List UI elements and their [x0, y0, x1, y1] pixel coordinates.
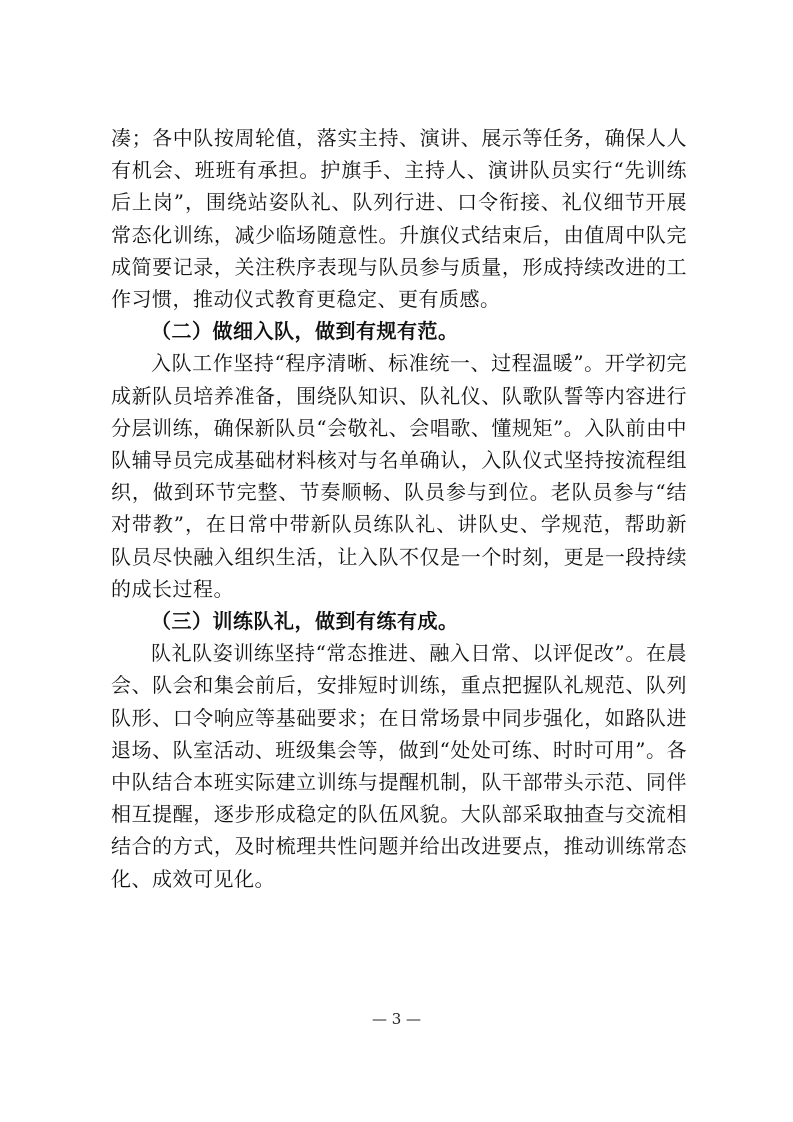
section-heading-3: （三）训练队礼，做到有练有成。 [151, 609, 459, 634]
body-text [111, 122, 687, 895]
paragraph-training: 队礼队姿训练坚持“常态推进、融入日常、以评促改”。在晨会、队会和集会前后，安排短时训练，重点把握队礼规范、队列队形、口令响应等基础要求；在日常场景中同步强化，如路队进退场、队室活动、班级集会等，做到“处处可练、时时可用”。各中队结合本班实际建立训练与提醒机制，队干部带头示范、同伴相互提醒，逐步形成稳定的队伍风貌。大队部采取抽查与交流相结合的方式，及时梳理共性问题并给出改进要点，推动训练常态化、成效可见化。 [111, 641, 687, 891]
paragraph-continuation: 凑；各中队按周轮值，落实主持、演讲、展示等任务，确保人人有机会、班班有承担。护旗手、主持人、演讲队员实行“先训练后上岗”，围绕站姿队礼、队列行进、口令衔接、礼仪细节开展常态化训练，减少临场随意性。升旗仪式结束后，由值周中队完成简要记录，关注秩序表现与队员参与质量，形成持续改进的工作习惯，推动仪式教育更稳定、更有质感。 [111, 126, 687, 312]
page-number: — 3 — [371, 1010, 422, 1028]
paragraph-induction: 入队工作坚持“程序清晰、标准统一、过程温暖”。开学初完成新队员培养准备，围绕队知识、队礼仪、队歌队誓等内容进行分层训练，确保新队员“会敬礼、会唱歌、懂规矩”。入队前由中队辅导员完成基础材料核对与名单确认，入队仪式坚持按流程组织，做到环节完整、节奏顺畅、队员参与到位。老队员参与“结对带教”，在日常中带新队员练队礼、讲队史、学规范，帮助新队员尽快融入组织生活，让入队不仅是一个时刻，更是一段持续的成长过程。 [111, 351, 687, 601]
section-heading-2: （二）做细入队，做到有规有范。 [151, 319, 459, 344]
